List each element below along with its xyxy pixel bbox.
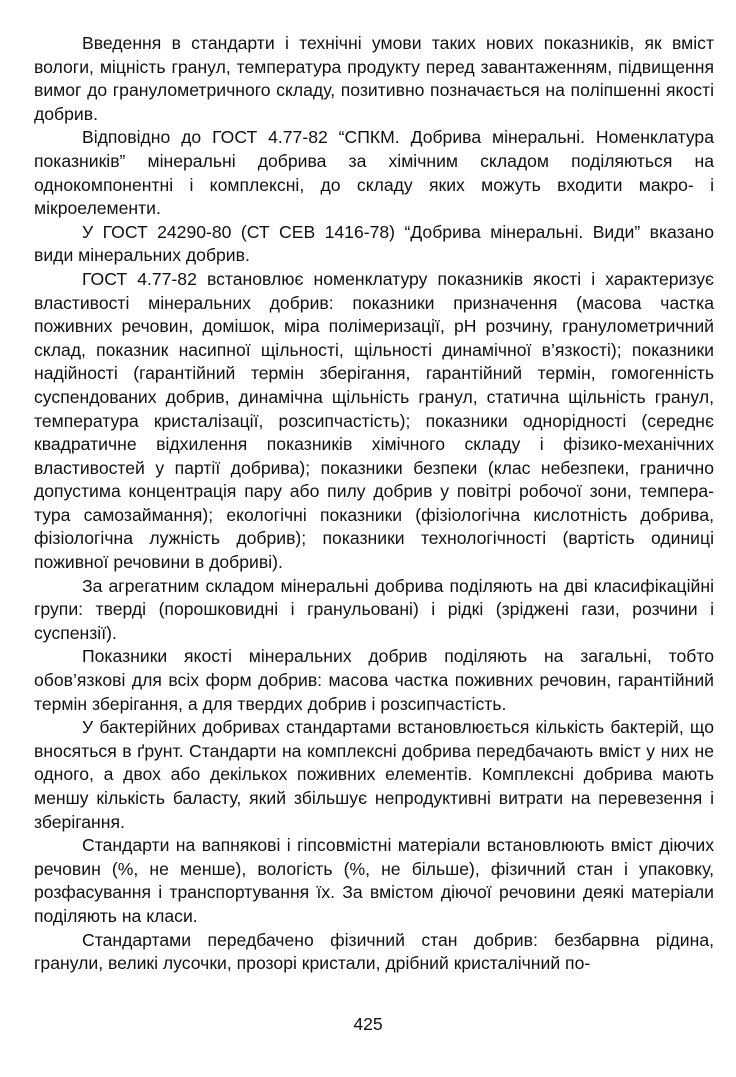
paragraph-7: У бактерійних добривах стандартами встановлюється кількість бактерій, що вносяться в ґрунт. Стандарти на комплексні добрива передбачають вміст у них не одного, а двох або декількох поживних елементів. Комплексні добрива мають меншу кількість баласту, який збільшує непродуктивні витрати на перевезення і зберігання. xyxy=(34,717,714,832)
paragraph-2: Відповідно до ГОСТ 4.77-82 “СПКМ. Добрива мінеральні. Номенклатура показників” мінеральні добрива за хімічним складом поділяються на однокомпонентні і комплексні, до складу яких можуть входити макро- і мікроелементи. xyxy=(34,127,714,219)
paragraph-9: Стандартами передбачено фізичний стан добрив: безбарвна рідина, гранули, великі лусочки, прозорі кристали, дрібний кристалічний по- xyxy=(34,929,714,974)
paragraph-8: Стандарти на вапнякові і гіпсовмістні матеріали встановлюють вміст діючих речовин (%, не менше), вологість (%, не більше), фізичний стан і упаковку, розфасування і транспортування їх. За вмістом діючої речовини деякі матеріали поділяють на класи. xyxy=(34,835,714,926)
body-text xyxy=(34,32,714,976)
paragraph-3: У ГОСТ 24290-80 (СТ СЕВ 1416-78) “Добрива мінеральні. Види” вказано види мінеральних добрив. xyxy=(34,221,714,266)
paragraph-1: Введення в стандарти і технічні умови таких нових показників, як вміст вологи, міцність гранул, температура продукту перед завантаженням, підвищення вимог до гранулометричного складу, позитивно позначається на поліпшенні якості добрив. xyxy=(34,33,714,124)
paragraph-4: ГОСТ 4.77-82 встановлює номенклатуру показників якості і характеризує властивості мінеральних добрив: показники призначення (масова частка поживних речовин, домішок, міра полімеризації, pH розчину, гранулометричний склад, показник насипної щільності, щільності динамічної в’язкості); показники надійності (гарантійний термін зберігання, гарантійний термін, гомогенність суспендованих добрив, динамічна щільність гранул, статична щільність гранул, температура кристалізації, розсипчастість); показники однорідності (середнє квадратичне відхилення показників хімічного складу і фізико-механічних властивостей у партії добрива); показники безпеки (клас небезпеки, гранично допустима концентрація пару або пилу добрив у повітрі робочої зони, температура самозаймання); екологічні показники (фізіологічна кислотність добрива, фізіологічна лужність добрив); показники технологічності (вартість одиниці поживної речовини в добриві). xyxy=(34,268,714,573)
paragraph-6: Показники якості мінеральних добрив поділяють на загальні, тобто обов’язкові для всіх форм добрив: масова частка поживних речовин, гарантійний термін зберігання, а для твердих добрив і розсипчастість. xyxy=(34,646,714,714)
paragraph-5: За агрегатним складом мінеральні добрива поділяють на дві класифікаційні групи: тверді (порошковидні і гранульовані) і рідкі (зріджені гази, розчини і суспензії). xyxy=(34,575,714,643)
page-number: 425 xyxy=(353,1014,383,1034)
